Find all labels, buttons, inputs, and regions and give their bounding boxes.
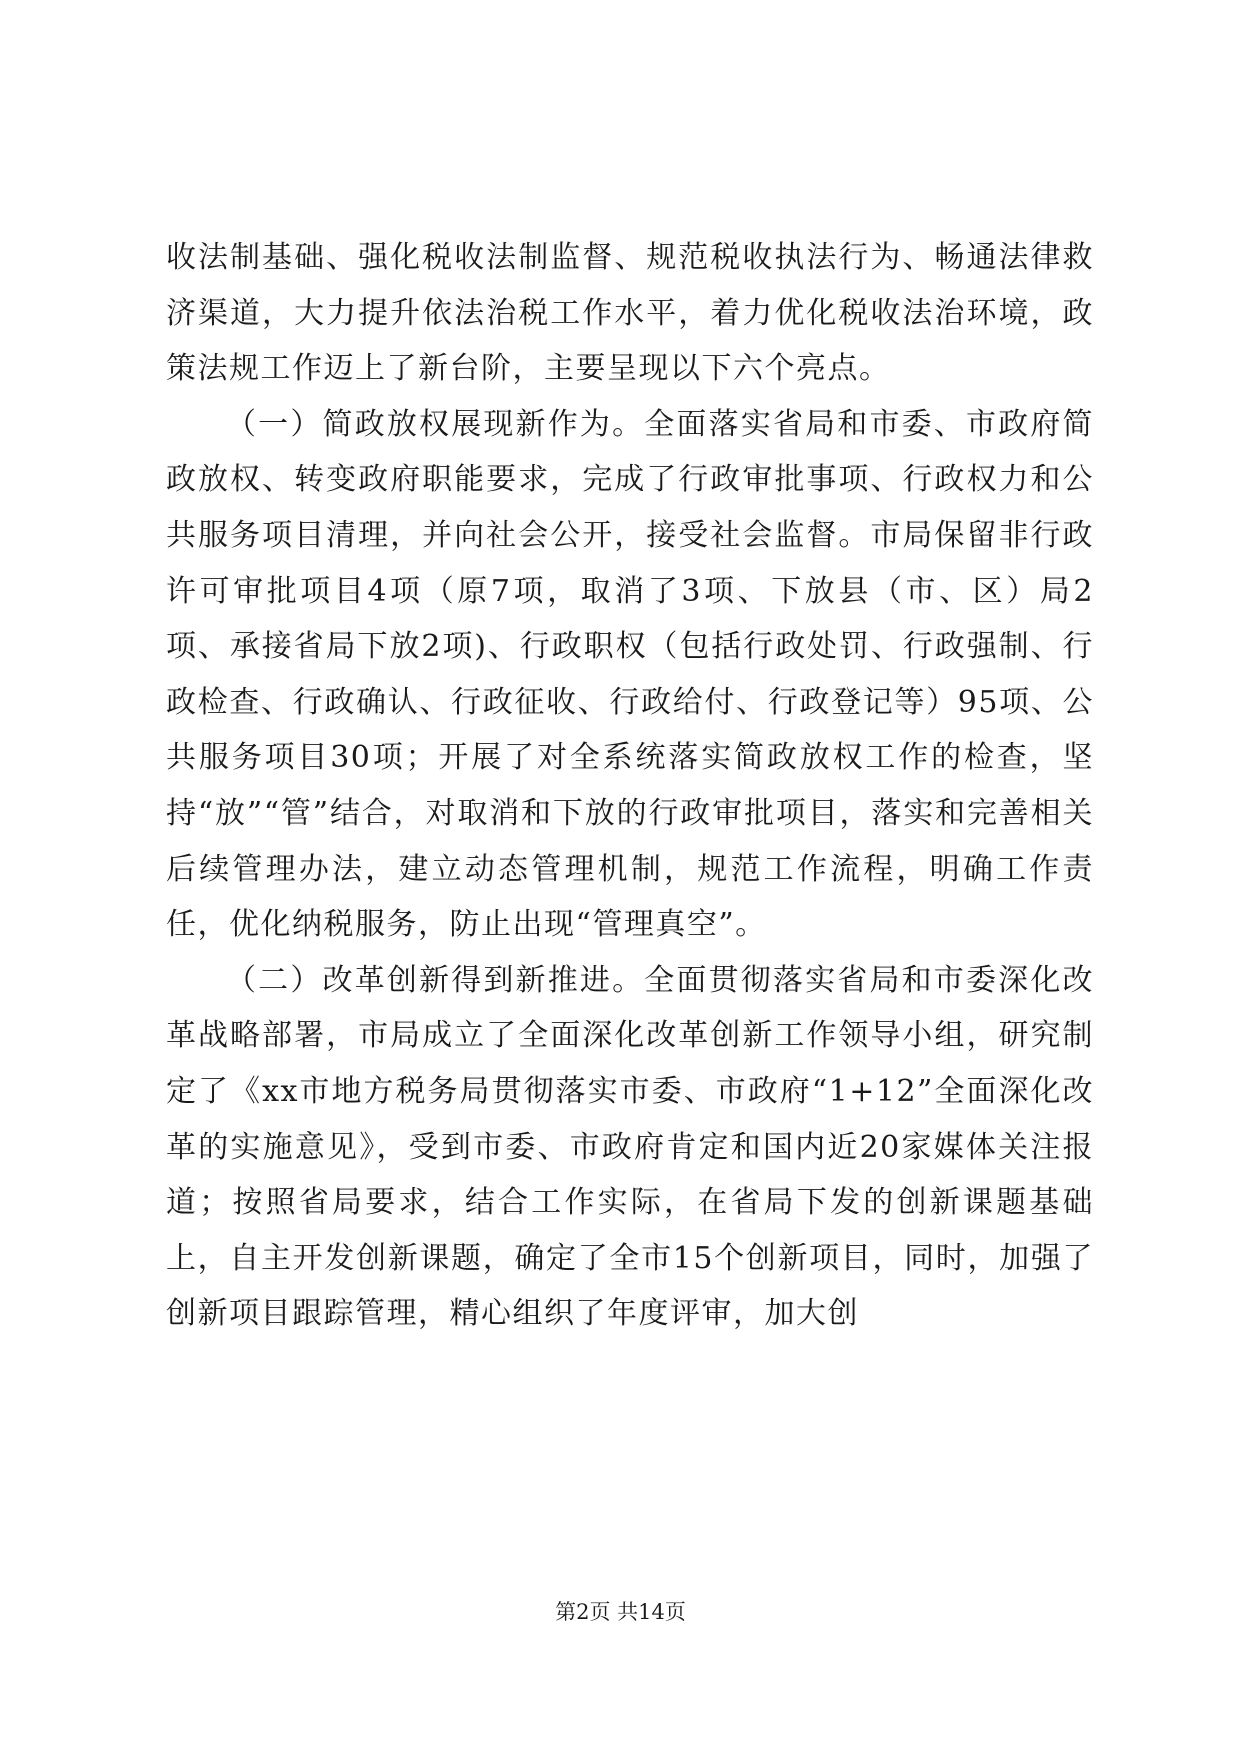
paragraph-continuation: 收法制基础、强化税收法制监督、规范税收执法行为、畅通法律救济渠道，大力提升依法治税工作水平，着力优化税收法治环境，政策法规工作迈上了新台阶，主要呈现以下六个亮点。 (166, 240, 1094, 387)
paragraph-section-2: （二）改革创新得到新推进。全面贯彻落实省局和市委深化改革战略部署，市局成立了全面深化改革创新工作领导小组，研究制定了《xx市地方税务局贯彻落实市委、市政府“1+12”全面深化改革的实施意见》，受到市委、市政府肯定和国内近20家媒体关注报道；按照省局要求，结合工作实际，在省局下发的创新课题基础上，自主开发创新课题，确定了全市15个创新项目，同时，加强了创新项目跟踪管理，精心组织了年度评审，加大创 (166, 962, 1094, 1332)
page-footer (0, 1598, 1241, 1626)
document-body (166, 230, 1094, 1342)
page-number-label: 第2页 共14页 (555, 1600, 686, 1624)
paragraph-section-1: （一）简政放权展现新作为。全面落实省局和市委、市政府简政放权、转变政府职能要求，完成了行政审批事项、行政权力和公共服务项目清理，并向社会公开，接受社会监督。市局保留非行政许可审批项目4项（原7项，取消了3项、下放县（市、区）局2项、承接省局下放2项)、行政职权（包括行政处罚、行政强制、行政检查、行政确认、行政征收、行政给付、行政登记等）95项、公共服务项目30项；开展了对全系统落实简政放权工作的检查，坚持“放”“管”结合，对取消和下放的行政审批项目，落实和完善相关后续管理办法，建立动态管理机制，规范工作流程，明确工作责任，优化纳税服务，防止出现“管理真空”。 (166, 406, 1094, 943)
